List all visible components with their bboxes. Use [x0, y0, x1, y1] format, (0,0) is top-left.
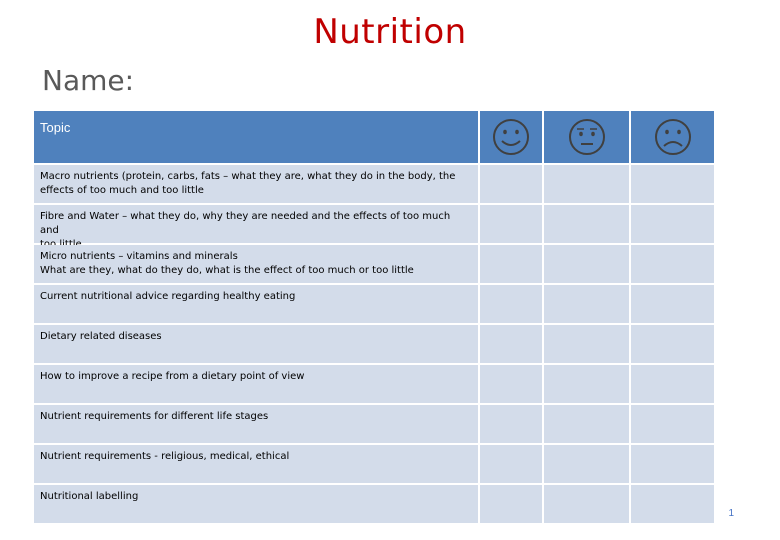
- sad-checkbox-cell[interactable]: [631, 245, 714, 283]
- smiley-face-icon: [491, 117, 531, 157]
- smiley-checkbox-cell[interactable]: [480, 205, 542, 243]
- smiley-checkbox-cell[interactable]: [480, 405, 542, 443]
- neutral-checkbox-cell[interactable]: [544, 285, 629, 323]
- sad-checkbox-cell[interactable]: [631, 285, 714, 323]
- sad-checkbox-cell[interactable]: [631, 205, 714, 243]
- sad-checkbox-cell[interactable]: [631, 325, 714, 363]
- neutral-checkbox-cell[interactable]: [544, 245, 629, 283]
- smiley-checkbox-cell[interactable]: [480, 165, 542, 203]
- neutral-checkbox-cell[interactable]: [544, 165, 629, 203]
- neutral-checkbox-cell[interactable]: [544, 485, 629, 523]
- page-title: Nutrition: [313, 12, 467, 52]
- topic-cell: Fibre and Water – what they do, why they are needed and the effects of too much and: [34, 205, 478, 243]
- sad-checkbox-cell[interactable]: [631, 485, 714, 523]
- topic-cell: Dietary related diseases: [34, 325, 478, 363]
- sad-checkbox-cell[interactable]: [631, 365, 714, 403]
- name-label: Name:: [42, 64, 135, 97]
- topic-cell: Nutritional labelling: [34, 485, 478, 523]
- topic-cell: Nutrient requirements for different life stages: [34, 405, 478, 443]
- topic-cell: Micro nutrients – vitamins and minerals What are they, what do they do, what is the effect of too much or too little: [34, 245, 478, 283]
- neutral-checkbox-cell[interactable]: [544, 205, 629, 243]
- smiley-checkbox-cell[interactable]: [480, 445, 542, 483]
- smiley-header: [480, 111, 542, 163]
- topic-tracker-table: [34, 111, 708, 509]
- smiley-checkbox-cell[interactable]: [480, 365, 542, 403]
- page-number: 1: [728, 508, 734, 519]
- topic-cell: Macro nutrients (protein, carbs, fats – what they are, what they do in the body, the effects of too much and too little: [34, 165, 478, 203]
- sad-face-icon: [653, 117, 693, 157]
- sad-header: [631, 111, 714, 163]
- neutral-checkbox-cell[interactable]: [544, 365, 629, 403]
- sad-checkbox-cell[interactable]: [631, 165, 714, 203]
- sad-checkbox-cell[interactable]: [631, 405, 714, 443]
- neutral-checkbox-cell[interactable]: [544, 405, 629, 443]
- topic-header: Topic: [34, 111, 478, 163]
- smiley-checkbox-cell[interactable]: [480, 485, 542, 523]
- neutral-checkbox-cell[interactable]: [544, 445, 629, 483]
- topic-cell: How to improve a recipe from a dietary point of view: [34, 365, 478, 403]
- smiley-checkbox-cell[interactable]: [480, 245, 542, 283]
- topic-cell: Nutrient requirements - religious, medical, ethical: [34, 445, 478, 483]
- topic-cell: Current nutritional advice regarding healthy eating: [34, 285, 478, 323]
- neutral-header: [544, 111, 629, 163]
- sad-checkbox-cell[interactable]: [631, 445, 714, 483]
- neutral-face-icon: [567, 117, 607, 157]
- neutral-checkbox-cell[interactable]: [544, 325, 629, 363]
- smiley-checkbox-cell[interactable]: [480, 285, 542, 323]
- smiley-checkbox-cell[interactable]: [480, 325, 542, 363]
